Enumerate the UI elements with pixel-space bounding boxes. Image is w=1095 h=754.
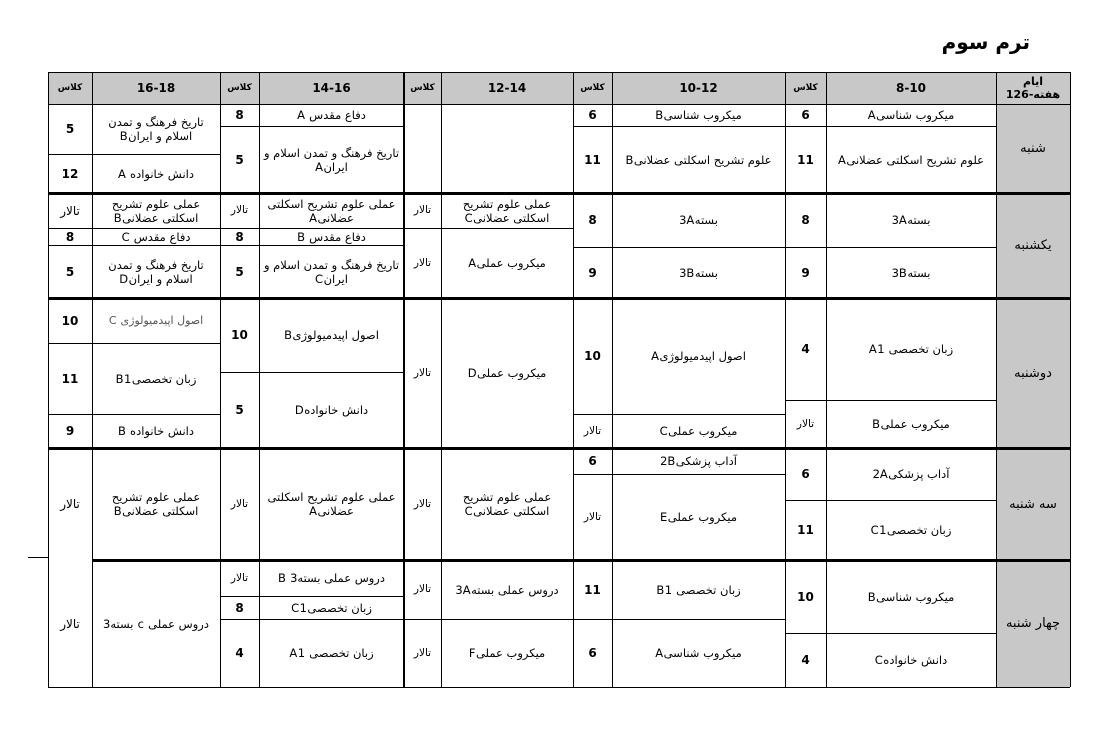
grid-line <box>996 72 997 687</box>
room-cell: تالار <box>413 366 432 379</box>
grid-line <box>404 619 573 620</box>
day-label: یکشنبه <box>996 193 1070 298</box>
course-cell: دروس عملی c بسته3 <box>103 616 209 631</box>
time-slot-header: 8-10 <box>826 72 996 104</box>
grid-line <box>48 154 220 155</box>
room-cell: 10 <box>797 589 814 604</box>
grid-line <box>785 126 996 127</box>
course-cell: آداب پزشکی2B <box>660 454 737 468</box>
room-cell: 10 <box>584 349 601 363</box>
course-cell: دفاع مقدس B <box>297 229 366 244</box>
room-cell: 9 <box>801 265 810 280</box>
course-cell: عملی علوم تشریح اسکلتی عضلانیC <box>462 196 552 225</box>
room-cell: 5 <box>235 152 244 167</box>
grid-line <box>48 245 220 246</box>
time-slot-header: 14-16 <box>259 72 404 104</box>
grid-line <box>220 126 404 127</box>
room-cell: تالار <box>413 583 432 595</box>
room-cell: 6 <box>801 467 810 481</box>
grid-line <box>441 72 442 687</box>
room-cell: تالار <box>413 497 432 510</box>
room-cell: 5 <box>65 122 75 136</box>
course-cell: زبان تخصصیB1 <box>115 371 197 386</box>
grid-line <box>220 228 404 229</box>
grid-line <box>573 72 574 687</box>
course-cell: زبان تخصصیC1 <box>870 523 952 537</box>
room-cell: 8 <box>801 213 810 227</box>
room-cell: 12 <box>61 166 79 181</box>
room-cell: 4 <box>235 646 244 660</box>
room-cell: 11 <box>61 371 79 386</box>
course-cell: بسته3B <box>891 265 931 280</box>
room-cell: 11 <box>797 523 814 537</box>
course-cell: میکروب عملیC <box>659 424 738 438</box>
grid-line <box>48 72 1070 73</box>
course-cell: دانش خانواده B <box>118 424 194 438</box>
grid-line <box>48 104 1070 105</box>
day-label: چهار شنبه <box>996 560 1070 687</box>
course-cell: بسته3A <box>679 213 718 227</box>
room-cell: 4 <box>801 342 810 356</box>
room-cell: تالار <box>796 417 815 430</box>
grid-line <box>573 619 785 620</box>
course-cell: تاریخ فرهنگ و تمدن اسلام و ایرانB <box>108 115 204 143</box>
time-slot-header: 10-12 <box>612 72 785 104</box>
course-cell: میکروب شناسیB <box>655 108 742 122</box>
course-cell: زبان تخصصی A1 <box>868 342 954 356</box>
course-cell: زبان تخصصیC1 <box>291 600 372 615</box>
room-cell: 6 <box>588 108 597 122</box>
room-cell: 8 <box>235 600 244 615</box>
grid-line <box>48 297 1070 300</box>
grid-line <box>220 245 404 246</box>
day-label: شنبه <box>996 104 1070 193</box>
course-cell: دروس عملی بسته3 B <box>278 571 385 585</box>
grid-line <box>48 447 1070 450</box>
room-cell: تالار <box>583 510 602 523</box>
room-cell: 8 <box>235 229 244 244</box>
grid-line <box>92 72 93 687</box>
grid-line <box>48 687 1070 688</box>
course-cell: عملی علوم تشریح اسکلتی عضلانیC <box>462 490 552 518</box>
room-cell: تالار <box>60 203 80 218</box>
course-cell: زبان تخصصی A1 <box>289 646 374 660</box>
grid-line <box>403 72 405 687</box>
course-cell: عملی علوم تشریح اسکلتی عضلانیB <box>111 490 201 518</box>
grid-line <box>1070 72 1071 687</box>
grid-line <box>612 72 613 687</box>
grid-line <box>259 72 260 687</box>
room-cell: 9 <box>65 424 75 438</box>
course-cell: بسته3A <box>891 213 931 227</box>
grid-line <box>573 414 785 415</box>
day-label: سه شنبه <box>996 448 1070 560</box>
room-cell: 8 <box>588 213 597 227</box>
grid-line <box>220 596 404 597</box>
class-column-header: کلاس <box>785 72 826 104</box>
course-cell: میکروب عملیA <box>468 256 546 270</box>
room-cell: 11 <box>584 582 601 597</box>
course-cell: تاریخ فرهنگ و تمدن اسلام و ایرانC <box>263 257 400 286</box>
course-cell: علوم تشریح اسکلتی عضلانیB <box>625 152 772 167</box>
grid-line <box>92 559 1070 562</box>
course-cell: میکروب عملیE <box>659 510 738 524</box>
room-cell: 6 <box>588 646 597 660</box>
class-column-header: کلاس <box>48 72 92 104</box>
grid-line <box>48 192 1070 195</box>
grid-line <box>220 72 221 687</box>
course-cell: آداب پزشکی2A <box>872 467 950 481</box>
room-cell: 8 <box>235 108 244 122</box>
grid-line <box>785 500 996 501</box>
course-cell: دانش خانوادهC <box>874 653 948 667</box>
course-cell: تاریخ فرهنگ و تمدن اسلام و ایرانD <box>108 257 204 286</box>
grid-line <box>785 247 996 248</box>
room-cell: تالار <box>60 497 80 511</box>
grid-line <box>826 72 827 687</box>
grid-line <box>404 228 573 229</box>
course-cell: میکروب عملیB <box>872 417 950 431</box>
room-cell: تالار <box>60 616 80 631</box>
grid-line <box>785 400 996 401</box>
room-cell: تالار <box>413 256 432 269</box>
course-cell: علوم تشریح اسکلتی عضلانیA <box>837 152 985 167</box>
class-column-header: کلاس <box>404 72 441 104</box>
days-column-header: ایام هفته-126 <box>996 72 1070 104</box>
grid-line <box>48 414 220 415</box>
room-cell: 9 <box>588 265 597 280</box>
grid-line <box>573 474 785 475</box>
course-cell: دانش خانواده A <box>118 166 194 181</box>
grid-line <box>573 247 785 248</box>
course-cell: دانش خانوادهD <box>294 403 369 417</box>
day-label: دوشنبه <box>996 298 1070 448</box>
room-cell: تالار <box>583 424 602 437</box>
room-cell: تالار <box>230 571 249 584</box>
course-cell: عملی علوم تشریح اسکلتی عضلانیA <box>267 490 396 518</box>
grid-line <box>785 72 786 687</box>
course-cell: دروس عملی بسته3A <box>455 582 559 597</box>
page-title: ترم سوم <box>941 30 1030 54</box>
room-cell: 5 <box>65 264 75 279</box>
course-cell: عملی علوم تشریح اسکلتی عضلانیA <box>267 196 396 225</box>
room-cell: 5 <box>235 264 244 279</box>
time-slot-header: 12-14 <box>441 72 573 104</box>
room-cell: تالار <box>413 646 432 659</box>
room-cell: 8 <box>65 229 75 244</box>
grid-line <box>785 633 996 634</box>
course-cell: بسته3B <box>679 265 718 280</box>
grid-line <box>48 343 220 344</box>
course-cell: میکروب شناسیB <box>867 589 955 604</box>
room-cell: 4 <box>801 653 810 667</box>
room-cell: 10 <box>231 328 248 342</box>
room-cell: تالار <box>413 204 432 216</box>
class-column-header: کلاس <box>573 72 612 104</box>
room-cell: 6 <box>801 108 810 122</box>
room-cell: تالار <box>230 497 249 510</box>
time-slot-header: 16-18 <box>92 72 220 104</box>
room-cell: 5 <box>235 403 244 417</box>
course-cell: میکروب شناسیA <box>655 646 742 660</box>
grid-line <box>220 372 404 373</box>
course-cell: میکروب عملیD <box>467 366 547 380</box>
course-cell: تاریخ فرهنگ و تمدن اسلام و ایرانA <box>263 145 400 174</box>
room-cell: 6 <box>588 454 597 468</box>
grid-line <box>48 72 49 687</box>
course-cell: اصول اپیدمیولوژیB <box>284 328 379 342</box>
room-cell: 11 <box>584 152 601 167</box>
room-cell: 11 <box>797 152 814 167</box>
course-cell: میکروب شناسیA <box>867 108 955 122</box>
grid-line <box>48 228 220 229</box>
room-cell: تالار <box>230 204 249 216</box>
stray-line <box>28 557 48 558</box>
grid-line <box>220 619 404 620</box>
course-cell: اصول اپیدمیولوژیA <box>651 349 746 363</box>
course-cell: دفاع مقدس A <box>297 108 366 122</box>
course-cell: دفاع مقدس C <box>121 229 191 244</box>
grid-line <box>573 126 785 127</box>
course-cell: عملی علوم تشریح اسکلتی عضلانیB <box>111 196 201 225</box>
course-cell: اصول اپیدمیولوژی C <box>108 313 204 327</box>
course-cell: زبان تخصصی B1 <box>656 582 741 597</box>
class-column-header: کلاس <box>220 72 259 104</box>
room-cell: 10 <box>61 313 79 328</box>
course-cell: میکروب عملیF <box>468 646 546 660</box>
